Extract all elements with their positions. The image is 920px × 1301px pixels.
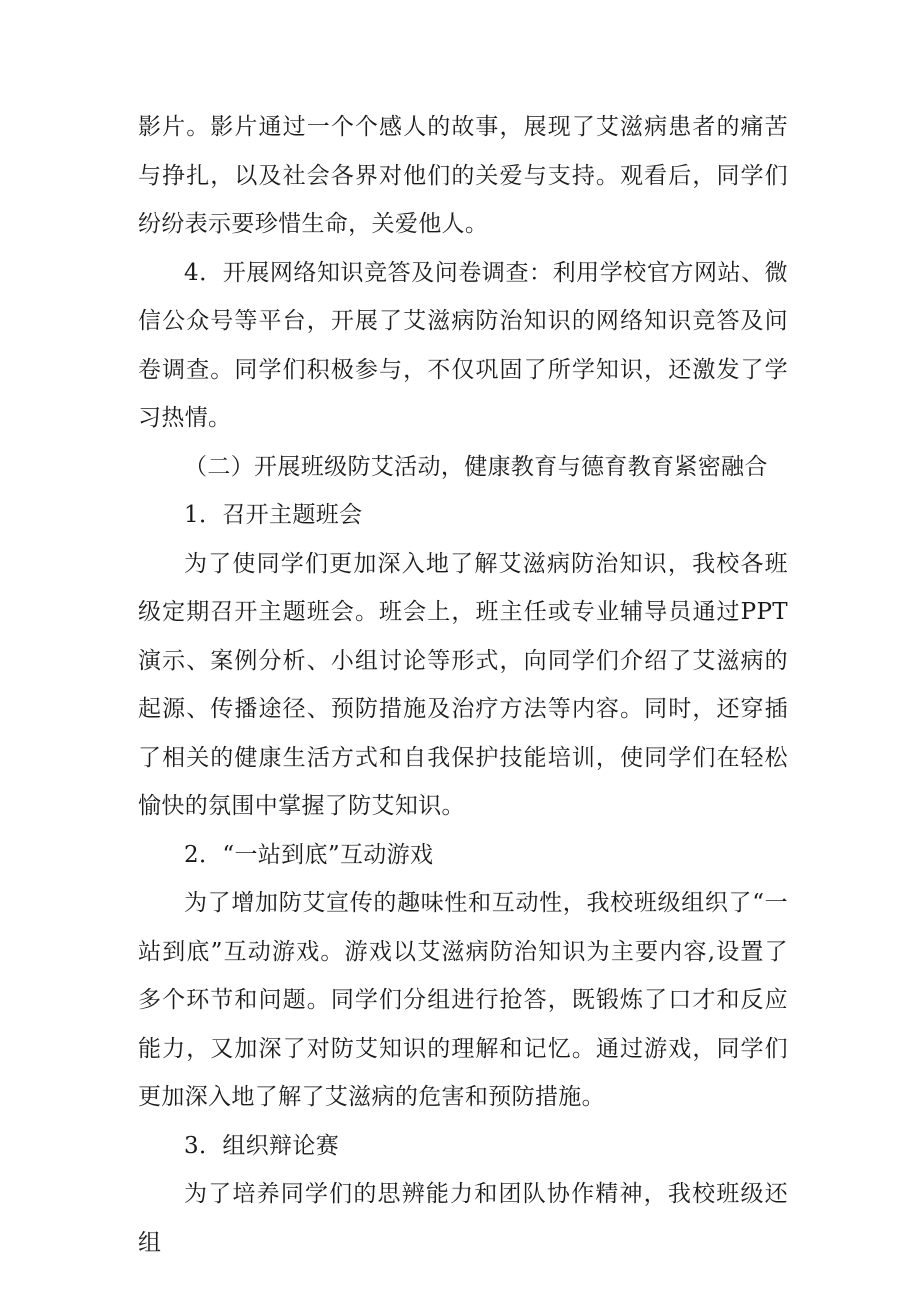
paragraph-theme-meeting: 为了使同学们更加深入地了解艾滋病防治知识，我校各班级定期召开主题班会。班会上，班主任或专业辅导员通过PPT演示、案例分析、小组讨论等形式，向同学们介绍了艾滋病的起源、传播途径、预防措施及治疗方法等内容。同时，还穿插了相关的健康生活方式和自我保护技能培训，使同学们在轻松愉快的氛围中掌握了防艾知识。 — [138, 550, 788, 819]
section-heading-class-activities: （二）开展班级防艾活动，健康教育与德育教育紧密融合 — [184, 453, 768, 480]
subheading-debate: 3．组织辩论赛 — [184, 1132, 340, 1159]
subheading-interactive-game: 2．“一站到底”互动游戏 — [184, 841, 434, 868]
paragraph-interactive-game: 为了增加防艾宣传的趣味性和互动性，我校班级组织了“一站到底”互动游戏。游戏以艾滋病防治知识为主要内容,设置了多个环节和问题。同学们分组进行抢答，既锻炼了口才和反应能力，又加深了对防艾知识的理解和记忆。通过游戏，同学们更加深入地了解了艾滋病的危害和预防措施。 — [138, 890, 788, 1110]
paragraph-video-summary: 影片。影片通过一个个感人的故事，展现了艾滋病患者的痛苦与挣扎，以及社会各界对他们的关爱与支持。观看后，同学们纷纷表示要珍惜生命，关爱他人。 — [138, 114, 788, 237]
subheading-theme-meeting: 1．召开主题班会 — [184, 502, 363, 528]
paragraph-debate: 为了培养同学们的思辨能力和团队协作精神，我校班级还组 — [138, 1181, 788, 1256]
document-page — [138, 103, 788, 1267]
paragraph-online-quiz: 4．开展网络知识竞答及问卷调查：利用学校官方网站、微信公众号等平台，开展了艾滋病防治知识的网络知识竞答及问卷调查。同学们积极参与，不仅巩固了所学知识，还激发了学习热情。 — [138, 259, 788, 431]
